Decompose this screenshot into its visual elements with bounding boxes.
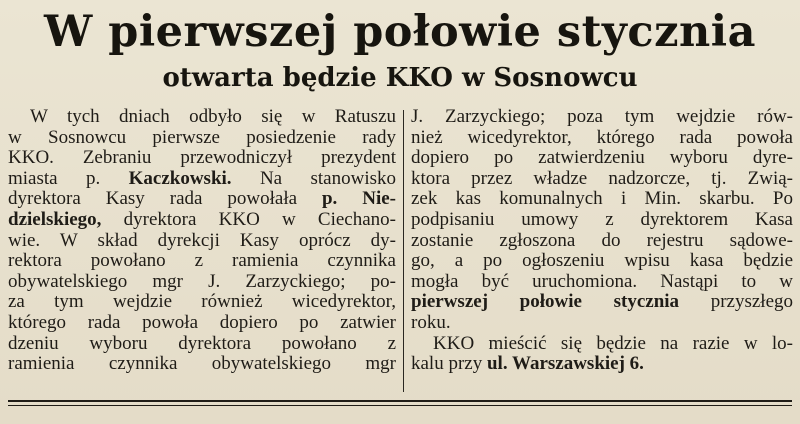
text-line: roku. — [411, 312, 451, 333]
subheadline: otwarta będzie KKO w Sosnowcu — [162, 63, 638, 93]
text-line: mogła być uruchomiona. Nastąpi to w — [411, 271, 793, 292]
text-line: W tych dniach odbyło się w Ratuszu — [30, 107, 396, 127]
text-line: rektora powołano z ramienia czynnika — [8, 251, 396, 272]
text-line: wie. W skład dyrekcji Kasy oprócz dy- — [8, 230, 396, 251]
text-line: dopiero po zatwierdzeniu wyboru dyre- — [411, 148, 793, 169]
text-line: pierwszej połowie stycznia przyszłego — [411, 292, 793, 313]
right-column — [411, 107, 793, 375]
text-line: kalu przy ul. Warszawskiej 6. — [411, 354, 644, 375]
left-column — [8, 107, 396, 375]
headline: W pierwszej połowie stycznia — [44, 7, 756, 57]
text-line: podpisaniu umowy z dyrektorem Kasa — [411, 209, 793, 230]
text-line: obywatelskiego mgr J. Zarzyckiego; po- — [8, 271, 396, 292]
text-line: za tym wejdzie również wicedyrektor, — [8, 292, 396, 313]
text-line: zostanie zgłoszona do rejestru sądowe- — [411, 230, 793, 251]
text-line: KKO mieścić się będzie na razie w lo- — [433, 333, 793, 354]
text-line: go, a po ogłoszeniu wpisu kasa będzie — [411, 251, 793, 272]
text-line: dyrektora Kasy rada powołała p. Nie- — [8, 189, 396, 210]
separator-rule — [8, 400, 792, 402]
text-line: ramienia czynnika obywatelskiego mgr — [8, 354, 396, 375]
text-line: KKO. Zebraniu przewodniczył prezydent — [8, 148, 396, 169]
text-line: ktora przez władze nadzorcze, tj. Zwią- — [411, 168, 793, 189]
text-line: dzeniu wyboru dyrektora powołano z — [8, 333, 396, 354]
separator-rule-thin — [8, 405, 792, 406]
text-line: J. Zarzyckiego; poza tym wejdzie rów- — [411, 107, 793, 127]
text-line: którego rada powoła dopiero po zatwier — [8, 312, 396, 333]
column-divider — [403, 110, 404, 392]
text-line: miasta p. Kaczkowski. Na stanowisko — [8, 168, 396, 189]
text-line: w Sosnowcu pierwsze posiedzenie rady — [8, 127, 396, 148]
text-line: zek kas komunalnych i Min. skarbu. Po — [411, 189, 793, 210]
text-line: nież wicedyrektor, którego rada powoła — [411, 127, 793, 148]
text-line: dzielskiego, dyrektora KKO w Ciechano- — [8, 209, 396, 230]
